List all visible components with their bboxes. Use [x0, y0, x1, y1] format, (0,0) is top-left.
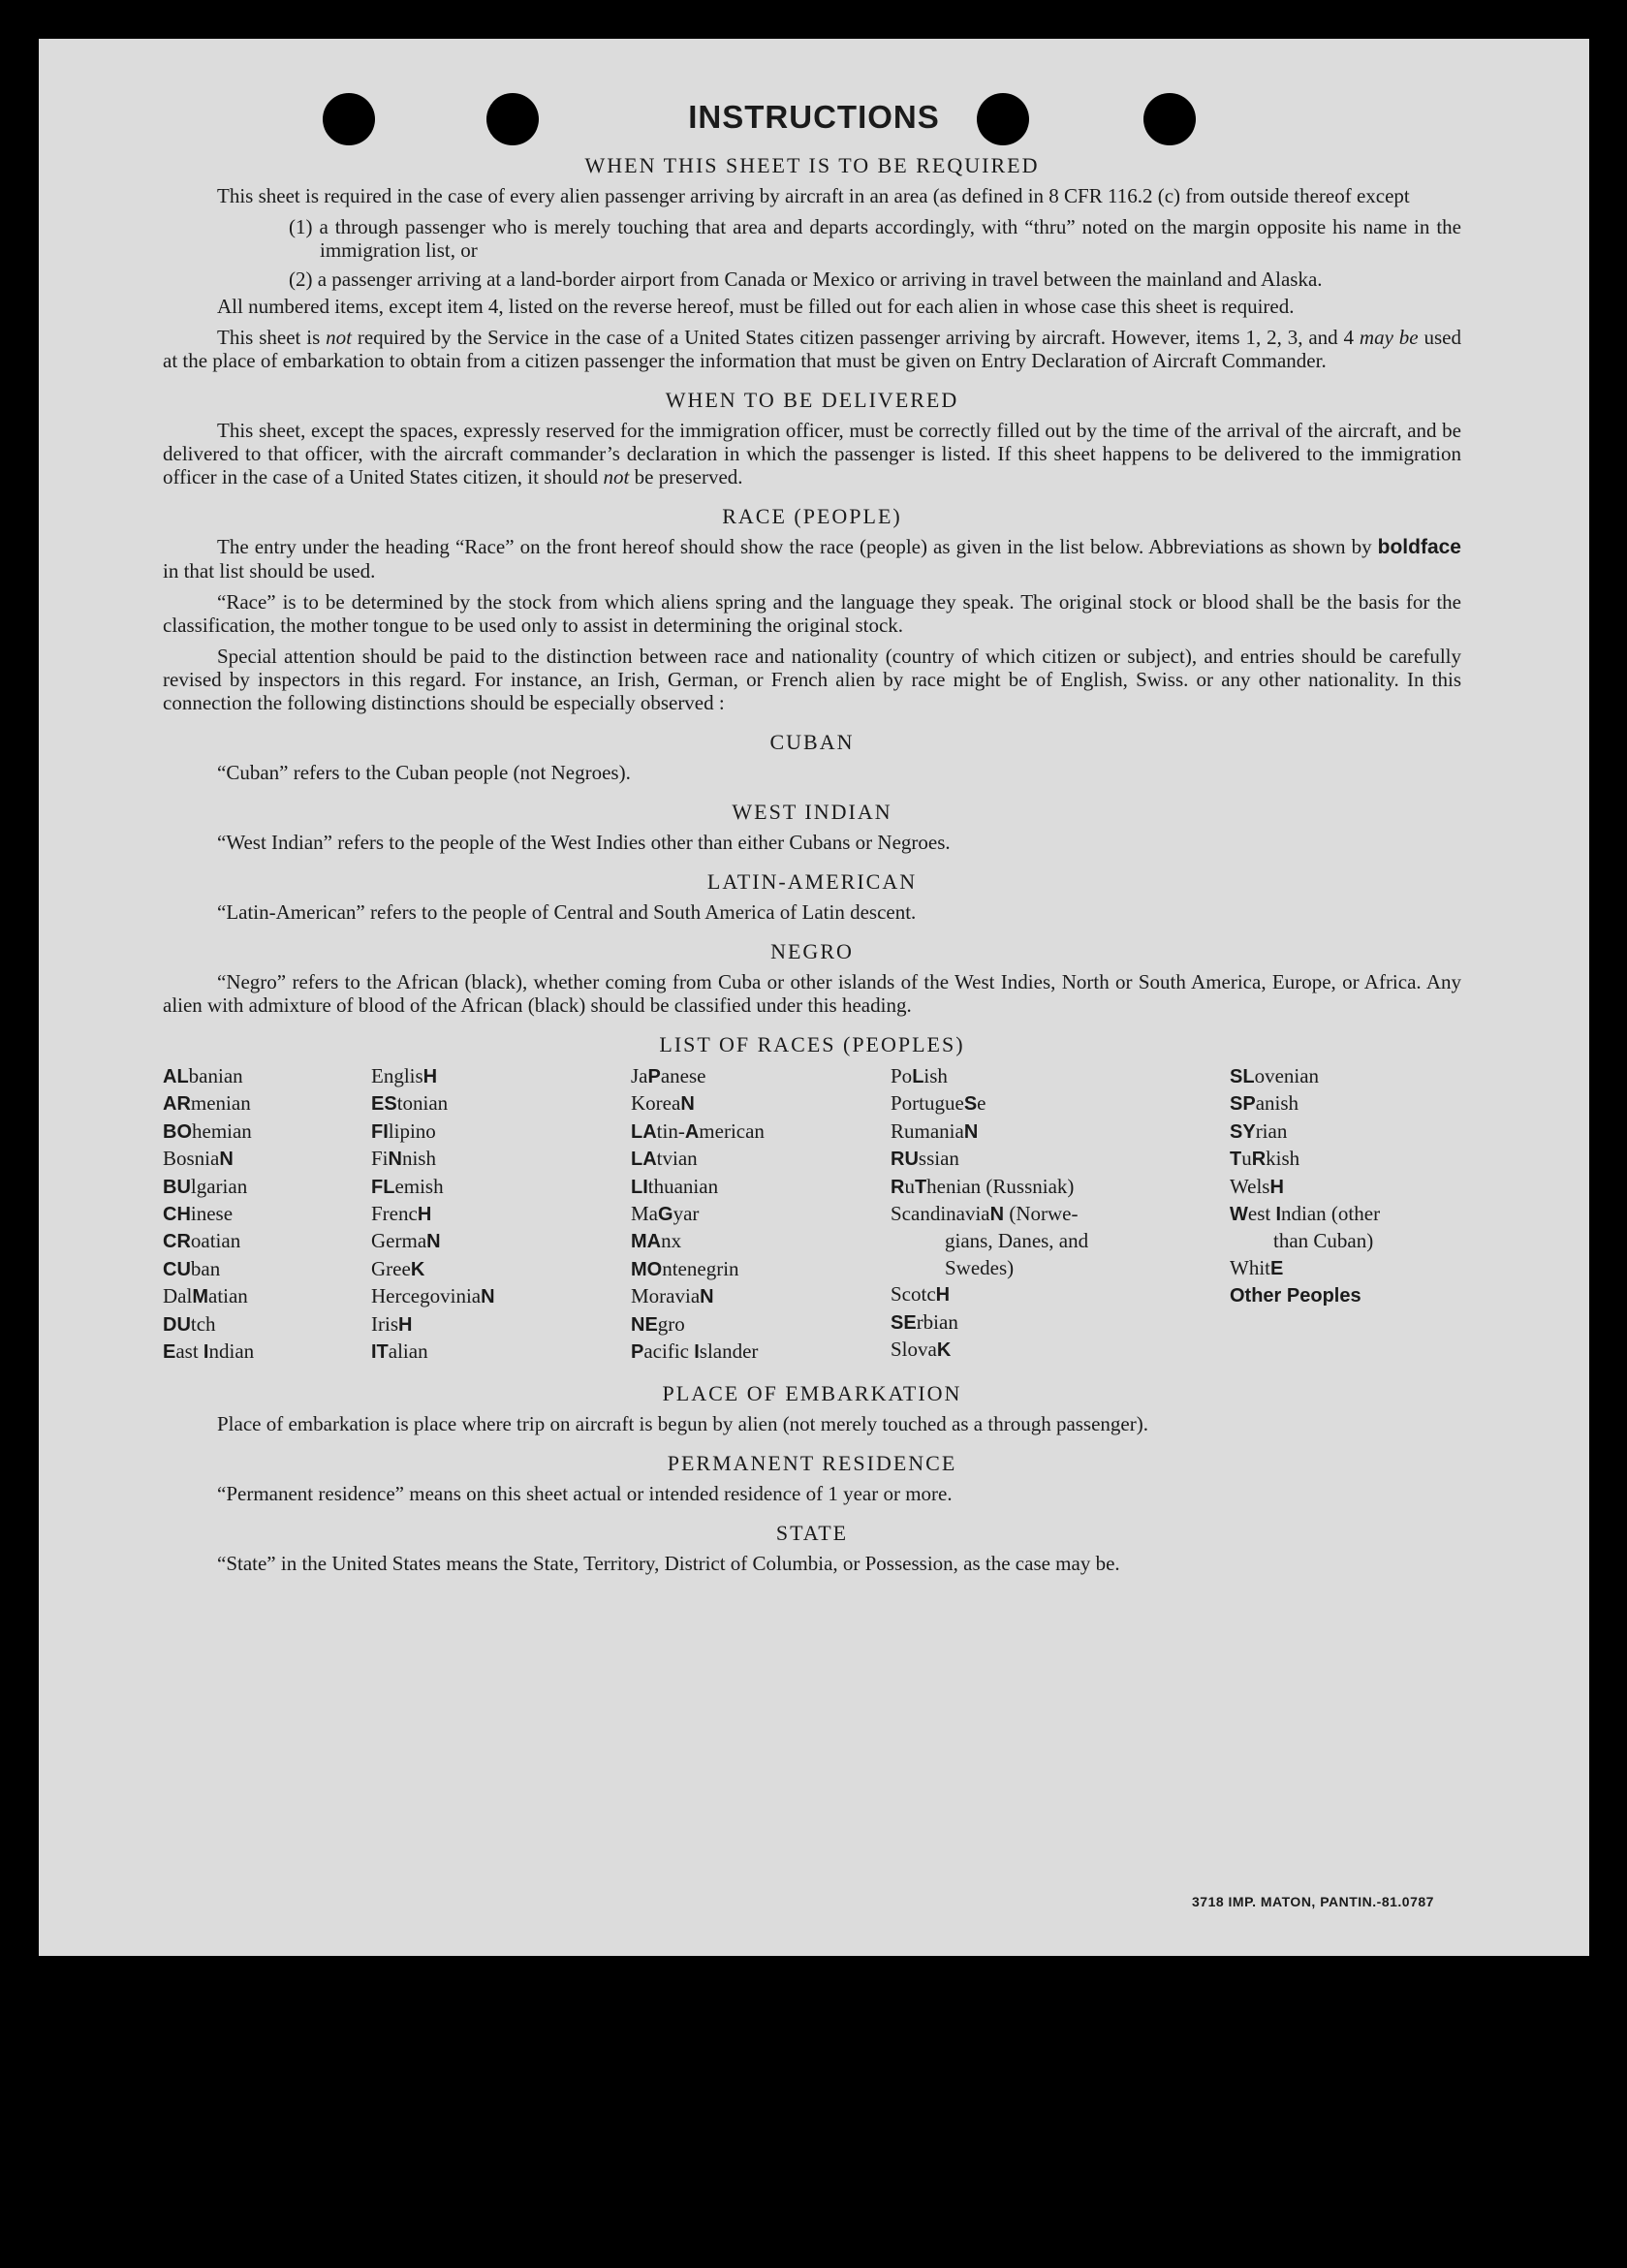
race-entry: DUtch — [163, 1311, 216, 1336]
race-column — [891, 1063, 1230, 1366]
paragraph: The entry under the heading “Race” on the front hereof should show the race (people) as given in the list below. Abbreviations as shown by boldface in that list should be used. — [163, 535, 1461, 583]
race-entry: FLemish — [371, 1174, 444, 1198]
race-entry: HercegoviniaN — [371, 1284, 495, 1308]
paragraph: “Race” is to be determined by the stock from which aliens spring and the language they speak. The original stock or blood shall be the basis for the classification, the mother tongue to be used only to assist in determining the original stock. — [163, 590, 1461, 637]
race-entry: WhitE — [1230, 1255, 1284, 1279]
race-entry: WelsH — [1230, 1174, 1284, 1198]
instructions-body — [163, 153, 1461, 1583]
paragraph: All numbered items, except item 4, listed on the reverse hereof, must be filled out for each alien in whose case this sheet is required. — [217, 295, 1295, 318]
race-entry: CUban — [163, 1256, 221, 1280]
race-entry: West Indian (other — [1230, 1202, 1381, 1226]
race-entry: FiNnish — [371, 1147, 436, 1171]
race-entry: DalMatian — [163, 1284, 248, 1308]
race-entry: SLovenian — [1230, 1064, 1320, 1087]
list-item: (1) a through passenger who is merely touching that area and departs accordingly, with “thru” noted on the margin opposite his name in the immigration list, or — [289, 215, 1461, 262]
paragraph: “Cuban” refers to the Cuban people (not Negroes). — [217, 761, 631, 784]
race-entry: PortugueSe — [891, 1091, 986, 1116]
race-list — [163, 1063, 1461, 1366]
race-entry: GreeK — [371, 1256, 425, 1280]
race-entry: SYrian — [1230, 1118, 1288, 1143]
paragraph: This sheet is not required by the Service in the case of a United States citizen passenger arriving by aircraft. However, items 1, 2, 3, and 4 may be used at the place of embarkation to obtain from a citizen passenger the information that must be given on Entry Declaration of Aircraft Commander. — [163, 326, 1461, 372]
race-entry: East Indian — [163, 1339, 255, 1364]
heading-when-required: WHEN THIS SHEET IS TO BE REQUIRED — [584, 153, 1040, 177]
race-entry: BUlgarian — [163, 1174, 248, 1198]
race-entry: BosniaN — [163, 1147, 234, 1171]
race-entry: SErbian — [891, 1309, 958, 1334]
heading-when-delivered: WHEN TO BE DELIVERED — [665, 388, 959, 412]
heading-west-indian: WEST INDIAN — [732, 800, 892, 824]
race-entry: than Cuban) — [1273, 1229, 1374, 1253]
race-entry: JaPanese — [631, 1064, 706, 1087]
race-entry: NEgro — [631, 1311, 685, 1336]
paragraph: Special attention should be paid to the distinction between race and nationality (country of which citizen or subject), and entries should be carefully revised by inspectors in this regard. For instance, an Irish, German, or French alien by race might be of English, Swiss. or any other nationality. In this connection the following distinctions should be especially observed : — [163, 645, 1461, 714]
paragraph: “Latin-American” refers to the people of Central and South America of Latin descent. — [217, 900, 917, 924]
heading-permanent-residence: PERMANENT RESIDENCE — [667, 1451, 957, 1476]
race-entry: FIlipino — [371, 1118, 436, 1143]
heading-state: STATE — [775, 1521, 849, 1546]
race-entry: RumaniaN — [891, 1118, 979, 1143]
paragraph: “Permanent residence” means on this sheet actual or intended residence of 1 year or more. — [217, 1482, 953, 1506]
race-entry: ScotcH — [891, 1282, 951, 1307]
race-entry: EnglisH — [371, 1064, 438, 1087]
race-entry: Pacific Islander — [631, 1339, 759, 1364]
race-entry: SPanish — [1230, 1091, 1299, 1116]
race-column — [371, 1063, 631, 1366]
race-entry: EStonian — [371, 1091, 449, 1116]
paragraph: Place of embarkation is place where trip on aircraft is begun by alien (not merely touched as a through passenger). — [217, 1412, 1148, 1436]
race-column — [163, 1063, 371, 1366]
race-entry: FrencH — [371, 1202, 432, 1226]
race-entry: SlovaK — [891, 1338, 952, 1362]
heading-race: RACE (PEOPLE) — [722, 504, 902, 528]
race-entry: KoreaN — [631, 1091, 695, 1116]
race-entry: TuRkish — [1230, 1147, 1300, 1171]
race-entry: CRoatian — [163, 1229, 241, 1253]
list-item: (2) a passenger arriving at a land-border airport from Canada or Mexico or arriving in travel between the mainland and Alaska. — [289, 268, 1323, 291]
race-entry: ITalian — [371, 1339, 428, 1364]
heading-latin-american: LATIN-AMERICAN — [706, 869, 918, 894]
race-entry: Other Peoples — [1230, 1285, 1361, 1307]
race-entry: LAtin-American — [631, 1118, 765, 1143]
heading-negro: NEGRO — [770, 939, 854, 963]
race-column — [631, 1063, 891, 1366]
paragraph: “Negro” refers to the African (black), whether coming from Cuba or other islands of the West Indies, North or South America, Europe, or Africa. Any alien with admixture of blood of the African (black) should be classified under this heading. — [163, 970, 1461, 1017]
race-entry: RuThenian (Russniak) — [891, 1174, 1075, 1198]
printer-imprint: 3718 IMP. MATON, PANTIN.-81.0787 — [1192, 1894, 1434, 1909]
race-entry: RUssian — [891, 1147, 959, 1171]
paragraph: This sheet, except the spaces, expressly reserved for the immigration officer, must be correctly filled out by the time of the arrival of the aircraft, and be delivered to that officer, with the aircraft commander’s declaration in which the passenger is listed. If this sheet happens to be delivered to the immigration officer in the case of a United States citizen, it should not be preserved. — [163, 419, 1461, 488]
page-title: INSTRUCTIONS — [688, 99, 940, 135]
heading-embarkation: PLACE OF EMBARKATION — [662, 1381, 962, 1406]
race-entry: PoLish — [891, 1064, 948, 1087]
race-entry: GermaN — [371, 1229, 441, 1253]
paragraph: “West Indian” refers to the people of the West Indies other than either Cubans or Negroes. — [217, 831, 951, 854]
race-column — [1230, 1063, 1461, 1366]
race-entry: ScandinaviaN (Norwe- — [891, 1202, 1079, 1226]
race-entry: ALbanian — [163, 1064, 243, 1087]
heading-cuban: CUBAN — [769, 730, 855, 754]
race-entry: MOntenegrin — [631, 1256, 739, 1280]
race-entry: IrisH — [371, 1311, 413, 1336]
paragraph: This sheet is required in the case of every alien passenger arriving by aircraft in an area (as defined in 8 CFR 116.2 (c) from outside thereof except — [217, 184, 1410, 207]
race-entry: MAnx — [631, 1229, 682, 1253]
race-entry: Swedes) — [945, 1255, 1015, 1279]
race-entry: gians, Danes, and — [945, 1229, 1089, 1253]
race-entry: BOhemian — [163, 1118, 252, 1143]
heading-list-of-races: LIST OF RACES (PEOPLES) — [659, 1032, 965, 1056]
race-entry: LIthuanian — [631, 1174, 719, 1198]
race-entry: ARmenian — [163, 1091, 251, 1116]
race-entry: MoraviaN — [631, 1284, 714, 1308]
race-entry: LAtvian — [631, 1147, 698, 1171]
race-entry: MaGyar — [631, 1202, 700, 1226]
race-entry: CHinese — [163, 1202, 234, 1226]
document-page — [39, 39, 1589, 1956]
paragraph: “State” in the United States means the State, Territory, District of Columbia, or Possession, as the case may be. — [217, 1552, 1120, 1576]
